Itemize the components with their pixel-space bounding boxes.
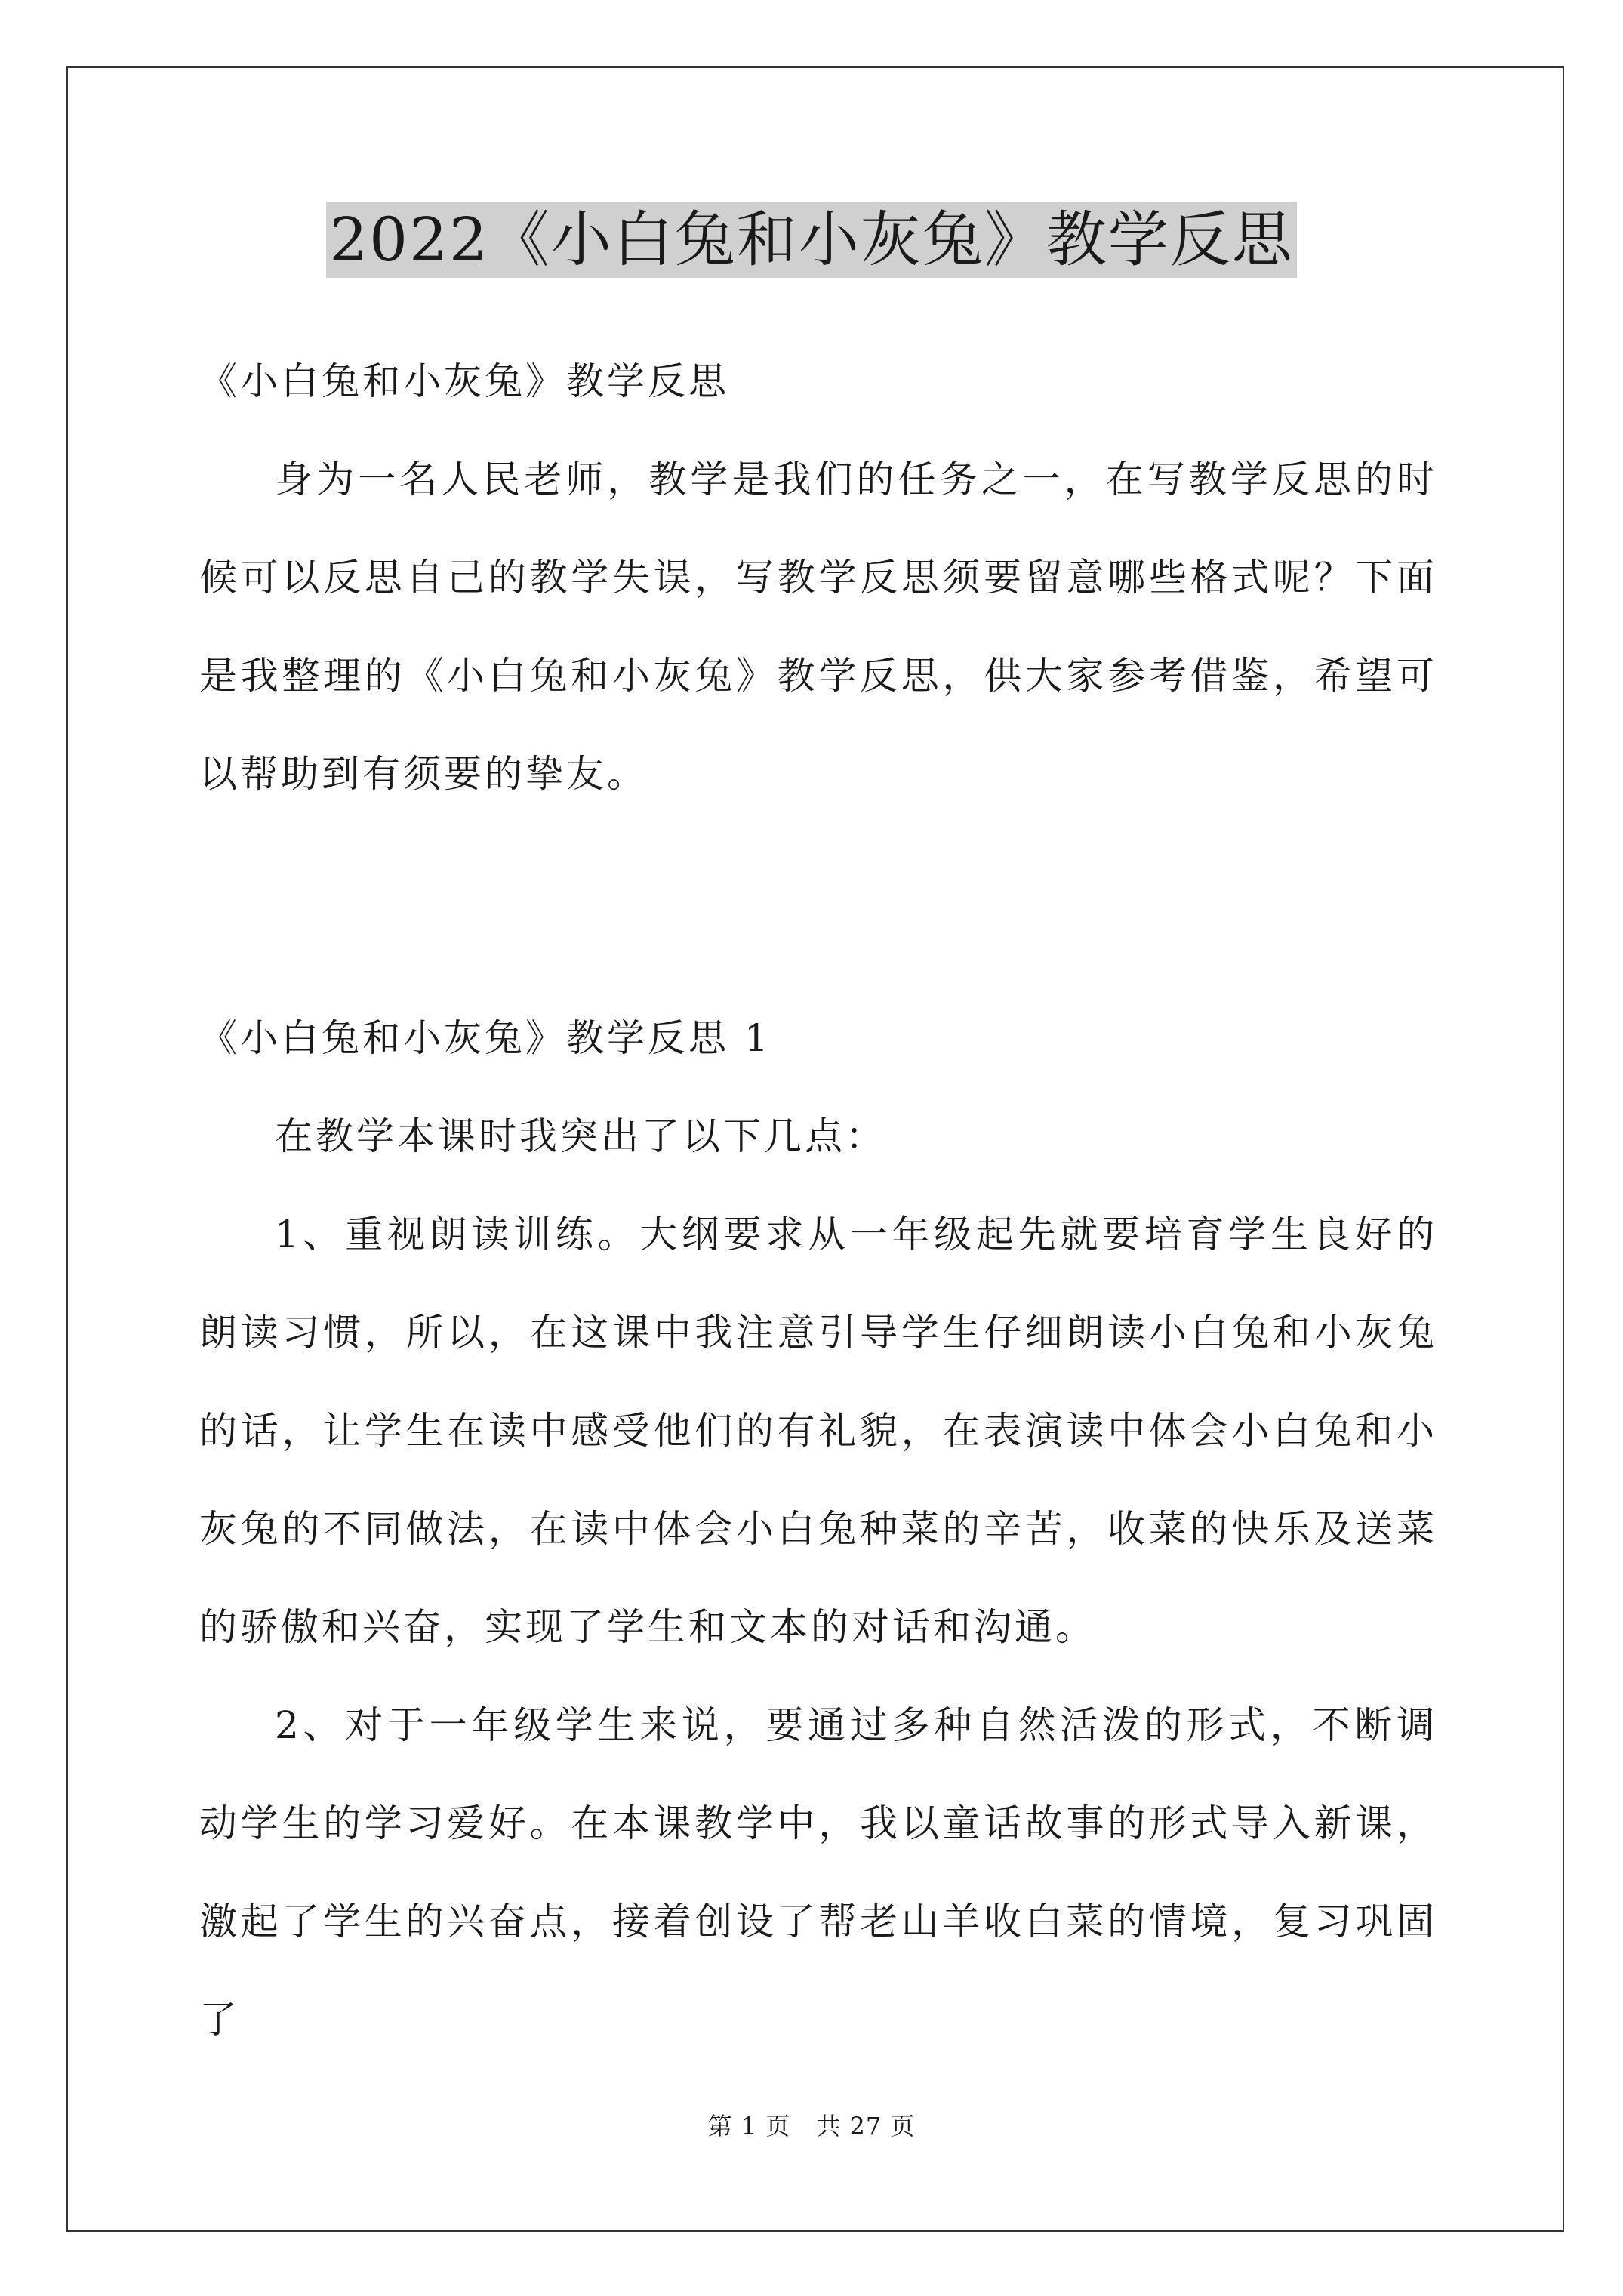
page-total: 共 27 页 <box>816 2112 916 2140</box>
intro-paragraph: 身为一名人民老师，教学是我们的任务之一，在写教学反思的时候可以反思自己的教学失误，写教学反思须要留意哪些格式呢？下面是我整理的《小白兔和小灰兔》教学反思，供大家参考借鉴，希望可以帮助到有须要的挚友。 <box>199 458 1437 796</box>
section-intro: 在教学本课时我突出了以下几点： <box>275 1114 886 1158</box>
document-title: 2022《小白兔和小灰兔》教学反思 <box>326 202 1297 278</box>
page-footer <box>0 2111 1623 2141</box>
page-number: 第 1 页 <box>707 2112 791 2140</box>
section-heading: 《小白兔和小灰兔》教学反思 1 <box>199 1016 771 1060</box>
point-1-paragraph: 1、重视朗读训练。大纲要求从一年级起先就要培育学生良好的朗读习惯，所以，在这课中我注意引导学生仔细朗读小白兔和小灰兔的话，让学生在读中感受他们的有礼貌，在表演读中体会小白兔和小灰兔的不同做法，在读中体会小白兔种菜的辛苦，收菜的快乐及送菜的骄傲和兴奋，实现了学生和文本的对话和沟通。 <box>199 1213 1437 1649</box>
section-1 <box>199 989 1437 2069</box>
title-container <box>0 202 1623 278</box>
subheading: 《小白兔和小灰兔》教学反思 <box>199 359 729 403</box>
point-2-paragraph: 2、对于一年级学生来说，要通过多种自然活泼的形式，不断调动学生的学习爱好。在本课教学中，我以童话故事的形式导入新课，激起了学生的兴奋点，接着创设了帮老山羊收白菜的情境，复习巩固了 <box>199 1703 1437 2042</box>
document-body <box>199 332 1437 823</box>
